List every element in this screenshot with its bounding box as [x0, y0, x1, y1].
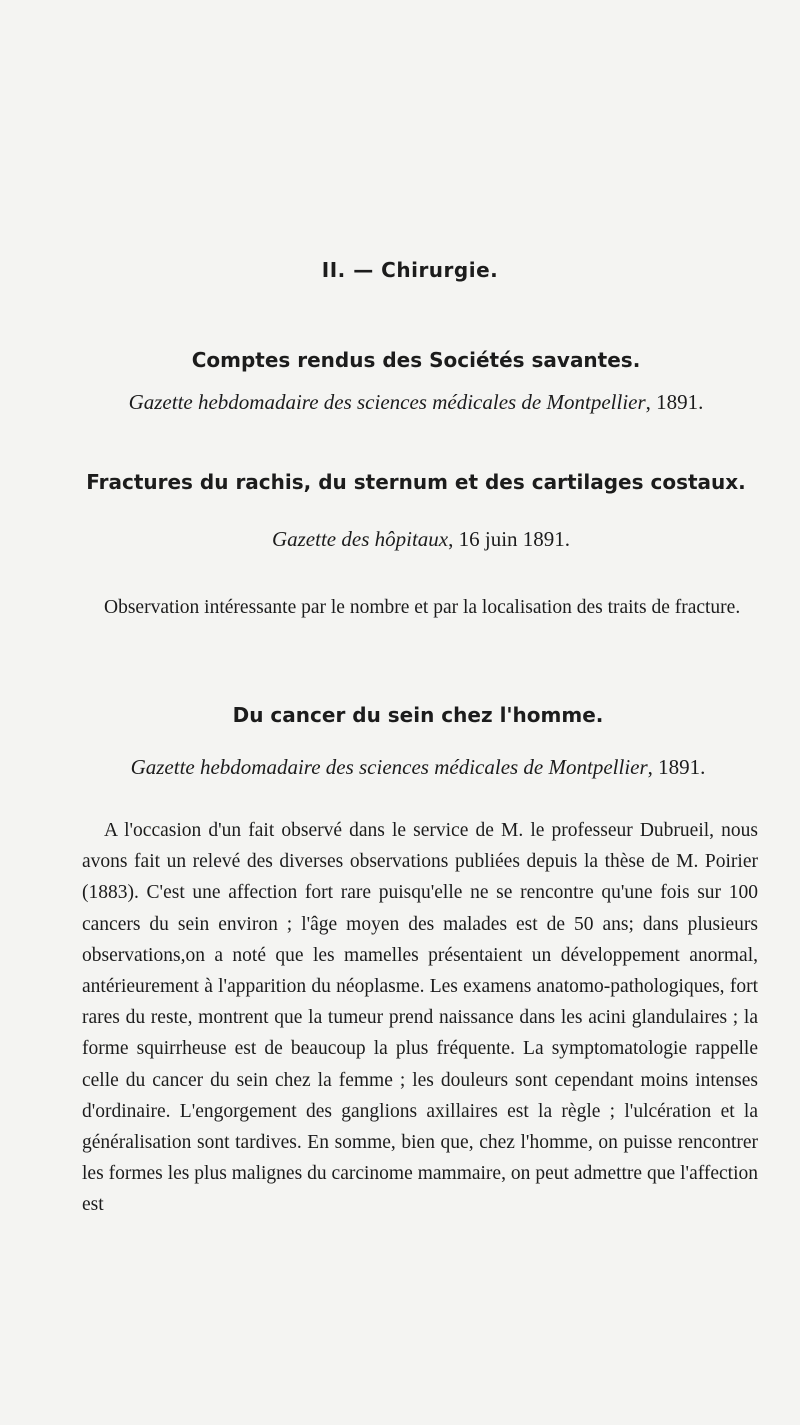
section-title-text: Chirurgie. [381, 258, 499, 282]
section-separator: . — [337, 258, 374, 282]
source-journal: Gazette des hôpitaux [271, 527, 449, 551]
body-paragraph: Observation intéressante par le nombre et par la localisation des traits de fracture. [104, 597, 741, 618]
entry-source [0, 527, 800, 552]
entry-body [82, 592, 747, 623]
entry-heading: Comptes rendus des Sociétés savantes. [191, 348, 641, 372]
body-paragraph: A l'occasion d'un fait observé dans le service de M. le professeur Dubrueil, nous avons fait un relevé des diverses observations publiées depuis la thèse de M. Poirier (1883). C'est une affection fort rare puisqu'elle ne se rencontre qu'une fois sur 100 cancers du sein environ ; l'âge moyen des malades est de 50 ans; dans plusieurs observations,on a noté que les mamelles présentaient un développement anormal, antérieurement à l'apparition du néoplasme. Les examens anatomo-pathologiques, fort rares du reste, montrent que la tumeur prend naissance dans les acini glandulaires ; la forme squirrheuse est de beaucoup la plus fréquente. La symptomatologie rappelle celle du cancer du sein chez la femme ; les douleurs sont cependant moins intenses d'ordinaire. L'engorgement des ganglions axillaires est la règle ; l'ulcération et la généralisation sont tardives. En somme, bien que, chez l'homme, on puisse rencontrer les formes les plus malignes du carcinome mammaire, on peut admettre que l'affection est [82, 820, 758, 1216]
entry-source [0, 755, 800, 780]
source-journal: Gazette hebdomadaire des sciences médicales de Montpellier [128, 390, 646, 414]
source-date: , 16 juin 1891. [448, 527, 571, 551]
source-date: , 1891. [647, 755, 706, 779]
source-date: , 1891. [645, 390, 704, 414]
entry-heading: Fractures du rachis, du sternum et des cartilages costaux. [86, 470, 746, 494]
entry-heading: Du cancer du sein chez l'homme. [232, 703, 604, 727]
entry-body [82, 815, 758, 1221]
entry-source [0, 390, 800, 415]
source-journal: Gazette hebdomadaire des sciences médicales de Montpellier [130, 755, 648, 779]
section-number: II [321, 258, 338, 282]
section-title [0, 258, 800, 282]
